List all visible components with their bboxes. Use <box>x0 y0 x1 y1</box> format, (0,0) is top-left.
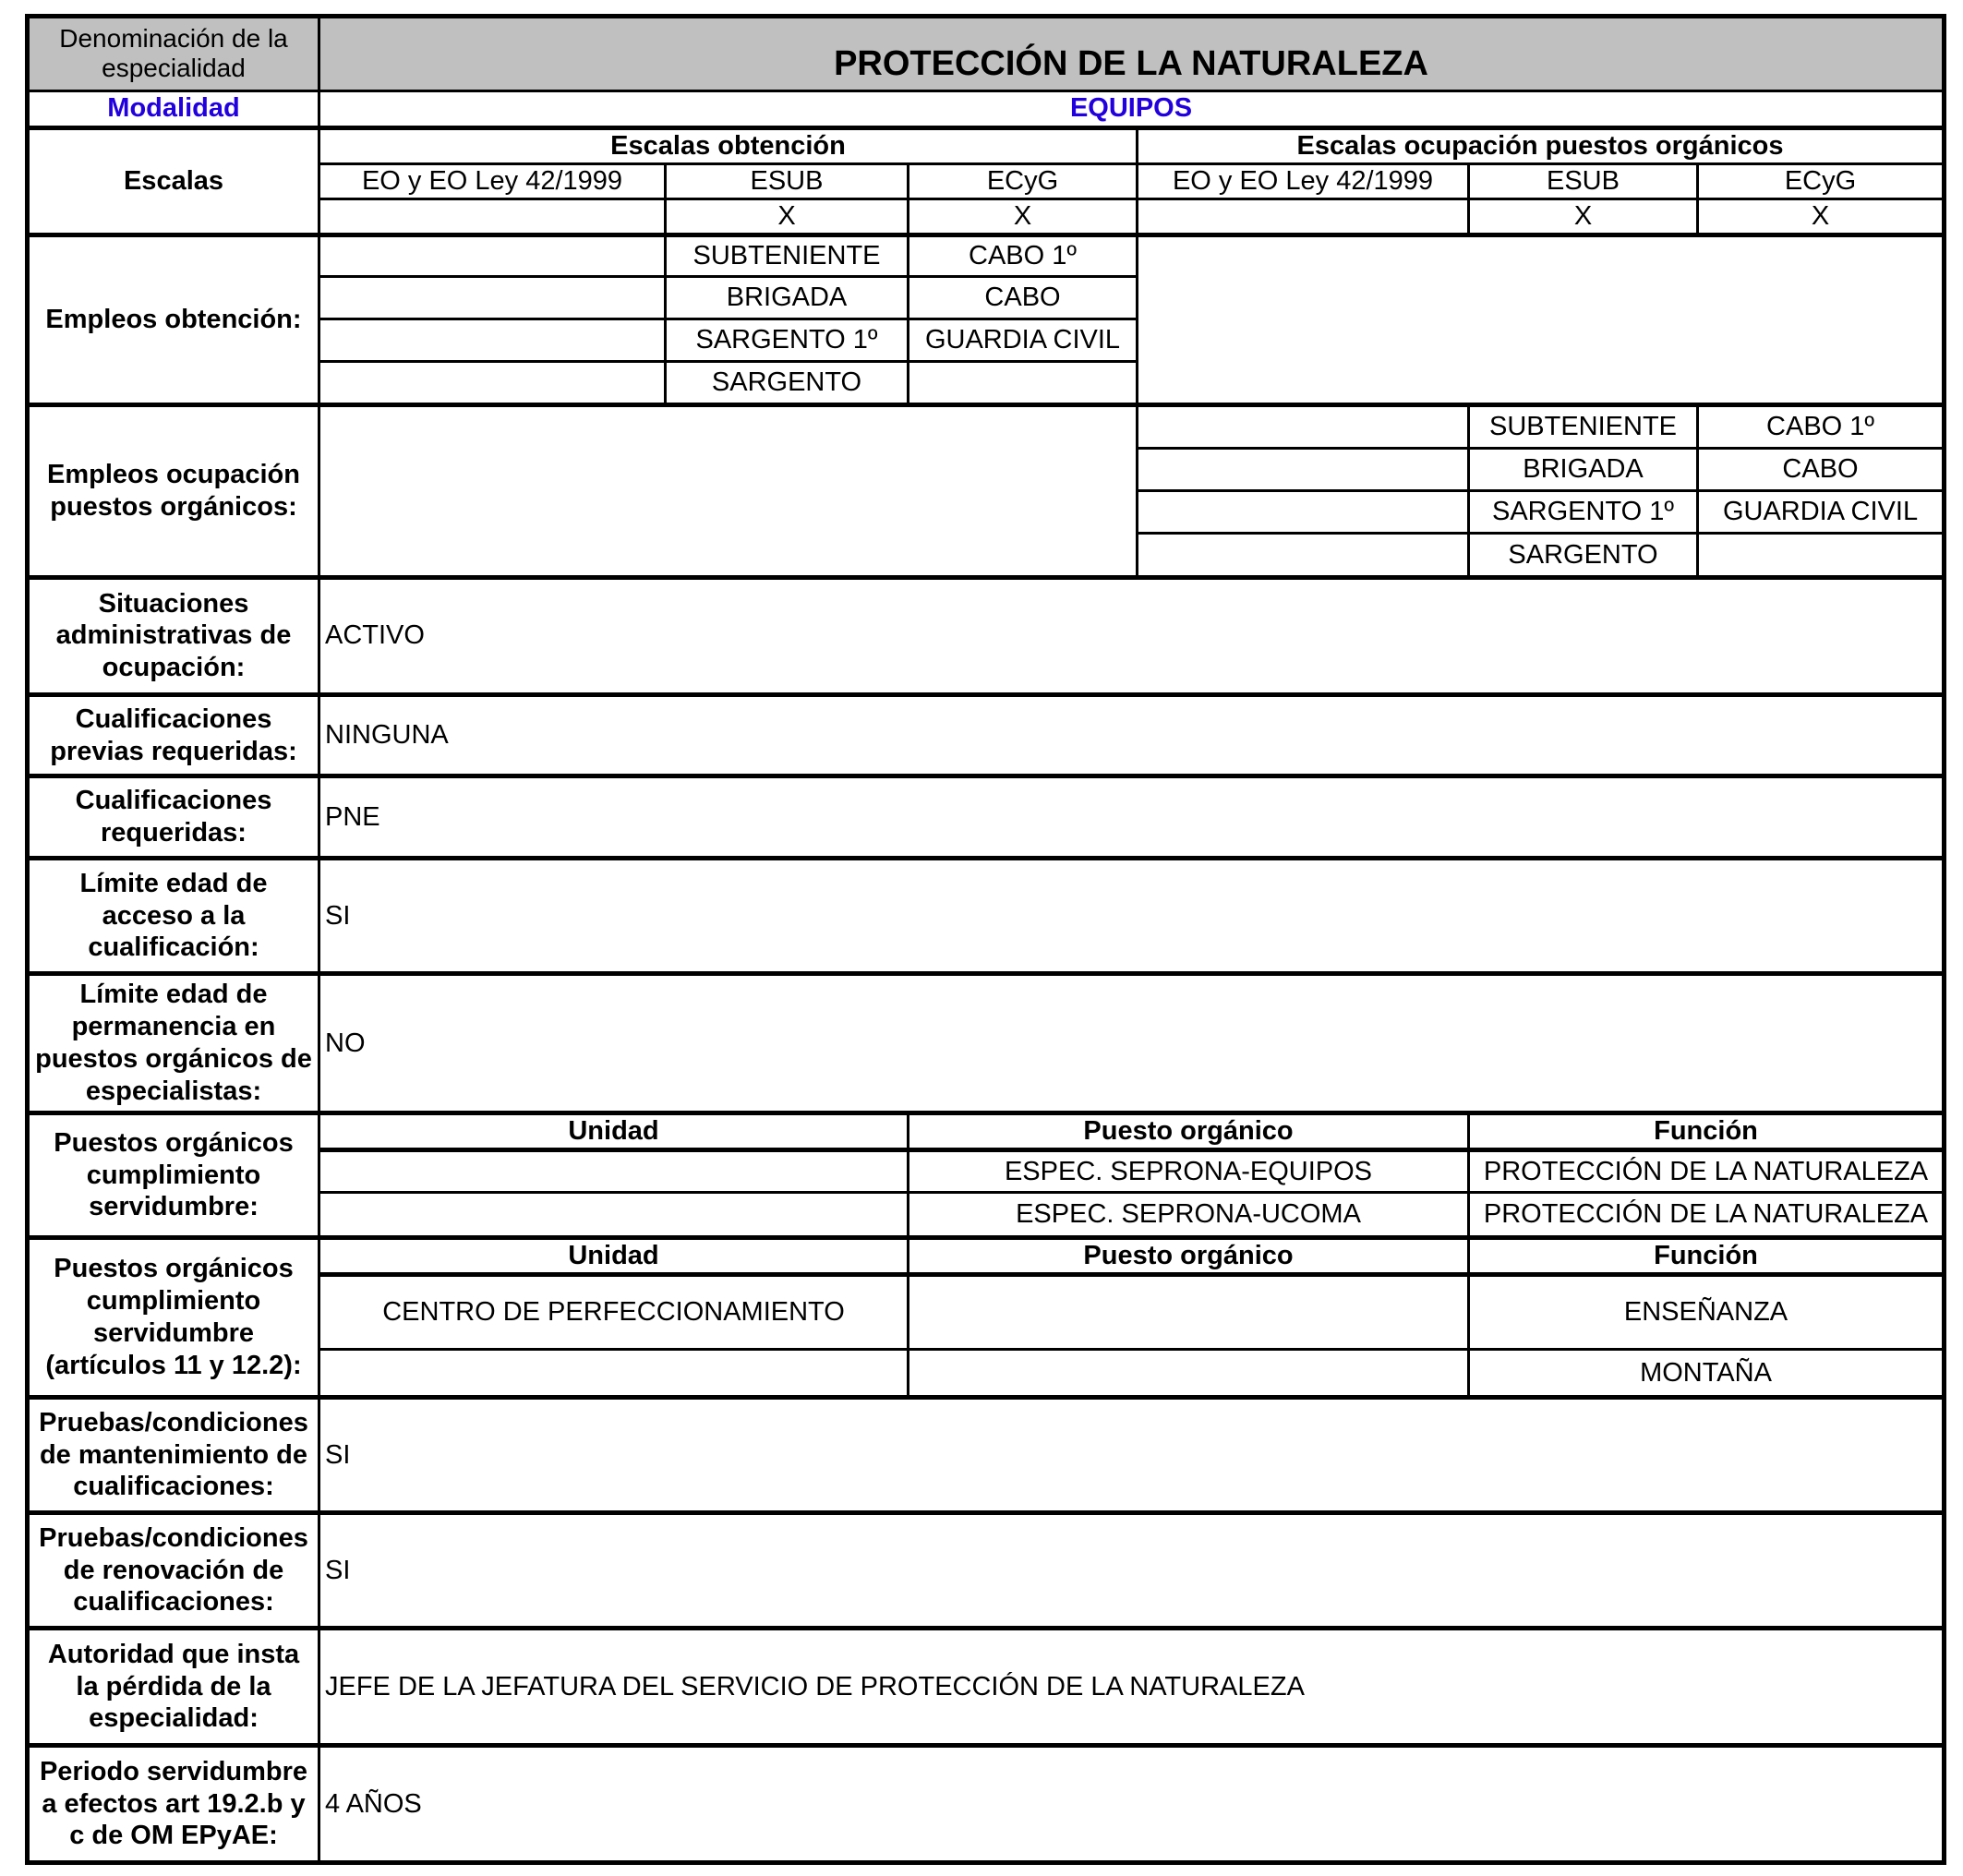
table-cell-funcion: ENSEÑANZA <box>1469 1275 1945 1350</box>
modalidad-value: EQUIPOS <box>319 90 1945 127</box>
empleo-ocupacion-ecyg: GUARDIA CIVIL <box>1698 491 1945 534</box>
autoridad-label: Autoridad que insta la pérdida de la especialidad: <box>28 1628 319 1745</box>
escala-mark <box>319 199 666 235</box>
empleo-ocupacion-eo <box>1138 491 1469 534</box>
column-header-puesto: Puesto orgánico <box>909 1113 1469 1150</box>
denominacion-label: Denominación de la especialidad <box>28 17 319 91</box>
escala-column-header: EO y EO Ley 42/1999 <box>319 163 666 198</box>
escalas-ocupacion-heading: Escalas ocupación puestos orgánicos <box>1138 127 1945 163</box>
puestos-articulos-label: Puestos orgánicos cumplimiento servidumbre (artículos 11 y 12.2): <box>28 1237 319 1397</box>
pruebas-renovacion-label: Pruebas/condiciones de renovación de cualificaciones: <box>28 1513 319 1629</box>
pruebas-mantenimiento-value: SI <box>319 1398 1945 1513</box>
empleo-ocupacion-eo <box>1138 534 1469 577</box>
escalas-obtencion-heading: Escalas obtención <box>319 127 1138 163</box>
escala-column-header: ESUB <box>666 163 909 198</box>
pruebas-renovacion-value: SI <box>319 1513 1945 1629</box>
limite-acceso-label: Límite edad de acceso a la cualificación: <box>28 859 319 974</box>
table-cell-funcion: PROTECCIÓN DE LA NATURALEZA <box>1469 1193 1945 1237</box>
empleo-obtencion-esub: SARGENTO 1º <box>666 319 909 361</box>
table-cell-unidad <box>319 1150 909 1193</box>
column-header-funcion: Función <box>1469 1237 1945 1274</box>
empleo-ocupacion-esub: SARGENTO <box>1469 534 1698 577</box>
empleo-ocupacion-eo <box>1138 448 1469 490</box>
escala-column-header: EO y EO Ley 42/1999 <box>1138 163 1469 198</box>
limite-permanencia-label: Límite edad de permanencia en puestos orgánicos de especialistas: <box>28 973 319 1112</box>
escala-mark <box>1138 199 1469 235</box>
escala-column-header: ECyG <box>909 163 1138 198</box>
situaciones-label: Situaciones administrativas de ocupación: <box>28 577 319 694</box>
empleo-ocupacion-ecyg <box>1698 534 1945 577</box>
table-cell-puesto: ESPEC. SEPRONA-EQUIPOS <box>909 1150 1469 1193</box>
cualif-requeridas-label: Cualificaciones requeridas: <box>28 776 319 859</box>
periodo-label: Periodo servidumbre a efectos art 19.2.b y c de OM EPyAE: <box>28 1745 319 1862</box>
empleos-obtencion-label: Empleos obtención: <box>28 235 319 405</box>
empleo-ocupacion-ecyg: CABO 1º <box>1698 405 1945 448</box>
escala-mark: X <box>909 199 1138 235</box>
pruebas-mantenimiento-label: Pruebas/condiciones de mantenimiento de cualificaciones: <box>28 1398 319 1513</box>
empleo-ocupacion-esub: BRIGADA <box>1469 448 1698 490</box>
escalas-label: Escalas <box>28 127 319 234</box>
especialidad-sheet <box>25 14 1946 1865</box>
escala-mark: X <box>1469 199 1698 235</box>
escala-mark: X <box>1698 199 1945 235</box>
table-cell-puesto: ESPEC. SEPRONA-UCOMA <box>909 1193 1469 1237</box>
empleo-ocupacion-esub: SARGENTO 1º <box>1469 491 1698 534</box>
empleos-ocupacion-label: Empleos ocupación puestos orgánicos: <box>28 405 319 577</box>
empleo-obtencion-eo <box>319 362 666 405</box>
empleo-ocupacion-esub: SUBTENIENTE <box>1469 405 1698 448</box>
escala-mark: X <box>666 199 909 235</box>
table-cell-funcion: PROTECCIÓN DE LA NATURALEZA <box>1469 1150 1945 1193</box>
empleo-obtencion-esub: SARGENTO <box>666 362 909 405</box>
empleo-obtencion-ecyg: CABO <box>909 277 1138 319</box>
column-header-funcion: Función <box>1469 1113 1945 1150</box>
empleo-obtencion-eo <box>319 277 666 319</box>
empleo-ocupacion-ecyg: CABO <box>1698 448 1945 490</box>
column-header-unidad: Unidad <box>319 1237 909 1274</box>
puestos-servidumbre-label: Puestos orgánicos cumplimiento servidumbre: <box>28 1113 319 1238</box>
periodo-value: 4 AÑOS <box>319 1745 1945 1862</box>
column-header-unidad: Unidad <box>319 1113 909 1150</box>
table-cell-puesto <box>909 1275 1469 1350</box>
table-cell-funcion: MONTAÑA <box>1469 1349 1945 1397</box>
empleo-obtencion-esub: BRIGADA <box>666 277 909 319</box>
cualif-previas-value: NINGUNA <box>319 694 1945 776</box>
empleo-obtencion-esub: SUBTENIENTE <box>666 235 909 277</box>
column-header-puesto: Puesto orgánico <box>909 1237 1469 1274</box>
limite-acceso-value: SI <box>319 859 1945 974</box>
empleo-obtencion-eo <box>319 319 666 361</box>
table-cell-unidad <box>319 1349 909 1397</box>
table-cell-unidad: CENTRO DE PERFECCIONAMIENTO <box>319 1275 909 1350</box>
empleo-ocupacion-eo <box>1138 405 1469 448</box>
table-cell-puesto <box>909 1349 1469 1397</box>
table-cell-unidad <box>319 1193 909 1237</box>
empleo-obtencion-ecyg <box>909 362 1138 405</box>
modalidad-label: Modalidad <box>28 90 319 127</box>
cualif-previas-label: Cualificaciones previas requeridas: <box>28 694 319 776</box>
page-title: PROTECCIÓN DE LA NATURALEZA <box>319 17 1945 91</box>
escala-column-header: ESUB <box>1469 163 1698 198</box>
empleo-obtencion-eo <box>319 235 666 277</box>
autoridad-value: JEFE DE LA JEFATURA DEL SERVICIO DE PROTECCIÓN DE LA NATURALEZA <box>319 1628 1945 1745</box>
limite-permanencia-value: NO <box>319 973 1945 1112</box>
cualif-requeridas-value: PNE <box>319 776 1945 859</box>
empleo-obtencion-ecyg: CABO 1º <box>909 235 1138 277</box>
escala-column-header: ECyG <box>1698 163 1945 198</box>
empleos-obtencion-empty <box>1138 235 1945 405</box>
empleo-obtencion-ecyg: GUARDIA CIVIL <box>909 319 1138 361</box>
empleos-ocupacion-empty <box>319 405 1138 577</box>
situaciones-value: ACTIVO <box>319 577 1945 694</box>
